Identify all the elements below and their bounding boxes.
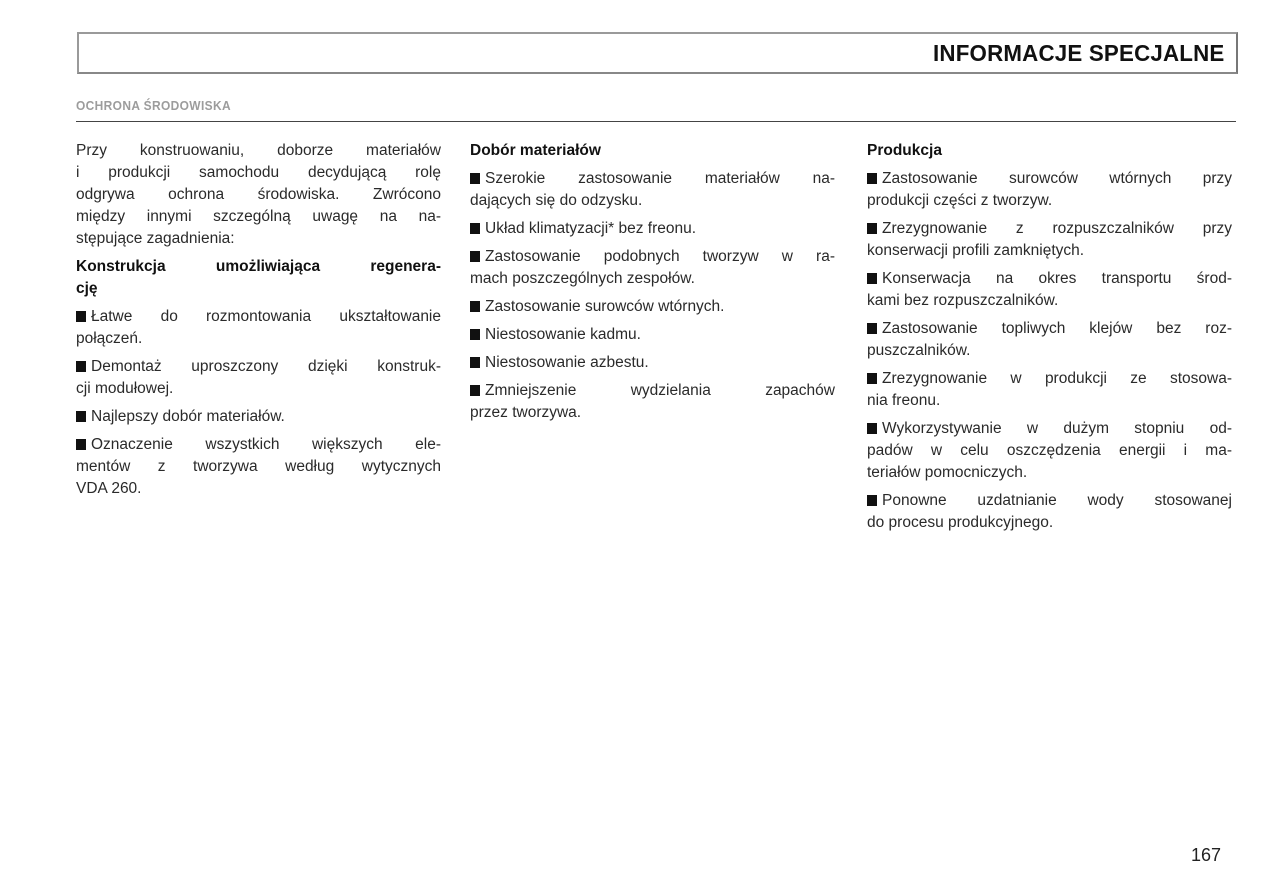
text-line [470, 168, 835, 190]
text-line [76, 256, 441, 278]
text-line [470, 140, 835, 162]
text-line [470, 380, 835, 402]
bullet-item [867, 218, 1232, 262]
square-bullet-icon [470, 385, 480, 396]
bullet-item [867, 368, 1232, 412]
line-text: Niestosowanie kadmu. [485, 326, 641, 343]
text-line [76, 206, 441, 228]
subheading [470, 140, 835, 162]
square-bullet-icon [76, 361, 86, 372]
text-line [76, 162, 441, 184]
line-text: Szerokie zastosowanie materiałów na- [485, 170, 835, 187]
text-line [76, 356, 441, 378]
text-line [470, 324, 835, 346]
text-line [76, 306, 441, 328]
line-text: przez tworzywa. [470, 404, 582, 421]
bullet-item [76, 306, 441, 350]
square-bullet-icon [867, 323, 877, 334]
text-line [470, 352, 835, 374]
line-text: Układ klimatyzacji* bez freonu. [485, 220, 697, 237]
line-text: Przy konstruowaniu, doborze materiałów [76, 142, 441, 159]
line-text: Zastosowanie surowców wtórnych przy [882, 170, 1232, 187]
line-text: produkcji części z tworzyw. [867, 192, 1053, 209]
line-text: cji modułowej. [76, 380, 174, 397]
section-divider [76, 121, 1236, 122]
line-text: Najlepszy dobór materiałów. [91, 408, 285, 425]
column-1 [76, 140, 441, 506]
bullet-item [470, 324, 835, 346]
text-line [867, 418, 1232, 440]
square-bullet-icon [867, 495, 877, 506]
line-text: Demontaż uproszczony dzięki konstruk- [91, 358, 441, 375]
text-line [76, 378, 441, 400]
line-text: Zastosowanie surowców wtórnych. [485, 298, 725, 315]
line-text: padów w celu oszczędzenia energii i ma- [867, 442, 1232, 459]
line-text: Ponowne uzdatnianie wody stosowanej [882, 492, 1232, 509]
text-line [470, 190, 835, 212]
text-line [867, 168, 1232, 190]
text-line [867, 340, 1232, 362]
bullet-item [76, 434, 441, 500]
line-text: Zastosowanie topliwych klejów bez roz- [882, 320, 1232, 337]
line-text: Zmniejszenie wydzielania zapachów [485, 382, 835, 399]
text-line [867, 140, 1232, 162]
text-line [76, 228, 441, 250]
square-bullet-icon [470, 251, 480, 262]
line-text: teriałów pomocniczych. [867, 464, 1028, 481]
text-line [470, 246, 835, 268]
text-line [867, 462, 1232, 484]
line-text: odgrywa ochrona środowiska. Zwrócono [76, 186, 441, 203]
text-line [470, 402, 835, 424]
square-bullet-icon [470, 173, 480, 184]
square-bullet-icon [470, 357, 480, 368]
text-line [867, 512, 1232, 534]
text-line [867, 240, 1232, 262]
bullet-item [867, 490, 1232, 534]
line-text: cję [76, 280, 98, 297]
bullet-item [867, 268, 1232, 312]
header-box [77, 32, 1238, 74]
line-text: połączeń. [76, 330, 143, 347]
text-line [76, 456, 441, 478]
square-bullet-icon [867, 373, 877, 384]
text-line [867, 390, 1232, 412]
text-line [76, 406, 441, 428]
text-line [867, 440, 1232, 462]
text-line [867, 368, 1232, 390]
line-text: VDA 260. [76, 480, 142, 497]
square-bullet-icon [470, 329, 480, 340]
bullet-item [470, 218, 835, 240]
column-3 [867, 140, 1232, 540]
text-line [867, 318, 1232, 340]
text-line [76, 328, 441, 350]
text-line [470, 268, 835, 290]
text-line [867, 218, 1232, 240]
paragraph [76, 140, 441, 250]
line-text: i produkcji samochodu decydującą rolę [76, 164, 441, 181]
square-bullet-icon [76, 439, 86, 450]
line-text: Dobór materiałów [470, 142, 601, 159]
text-line [867, 290, 1232, 312]
column-2 [470, 140, 835, 430]
section-title: OCHRONA ŚRODOWISKA [76, 98, 232, 113]
square-bullet-icon [76, 411, 86, 422]
line-text: Zrezygnowanie w produkcji ze stosowa- [882, 370, 1232, 387]
bullet-item [867, 418, 1232, 484]
square-bullet-icon [867, 223, 877, 234]
line-text: między innymi szczególną uwagę na na- [76, 208, 441, 225]
line-text: konserwacji profili zamkniętych. [867, 242, 1085, 259]
bullet-item [867, 318, 1232, 362]
bullet-item [470, 352, 835, 374]
line-text: stępujące zagadnienia: [76, 230, 235, 247]
line-text: kami bez rozpuszczalników. [867, 292, 1059, 309]
line-text: Oznaczenie wszystkich większych ele- [91, 436, 441, 453]
line-text: puszczalników. [867, 342, 971, 359]
bullet-item [867, 168, 1232, 212]
line-text: Zrezygnowanie z rozpuszczalników przy [882, 220, 1232, 237]
text-line [76, 278, 441, 300]
text-line [76, 478, 441, 500]
text-line [470, 218, 835, 240]
subheading [867, 140, 1232, 162]
line-text: Wykorzystywanie w dużym stopniu od- [882, 420, 1232, 437]
line-text: Konserwacja na okres transportu środ- [882, 270, 1232, 287]
text-line [867, 268, 1232, 290]
square-bullet-icon [76, 311, 86, 322]
line-text: Łatwe do rozmontowania ukształtowanie [91, 308, 441, 325]
bullet-item [76, 356, 441, 400]
text-line [76, 184, 441, 206]
square-bullet-icon [867, 423, 877, 434]
text-line [76, 140, 441, 162]
line-text: mentów z tworzywa według wytycznych [76, 458, 441, 475]
text-line [867, 190, 1232, 212]
square-bullet-icon [470, 301, 480, 312]
bullet-item [470, 296, 835, 318]
line-text: do procesu produkcyjnego. [867, 514, 1054, 531]
page-number: 167 [1191, 845, 1222, 865]
bullet-item [470, 380, 835, 424]
line-text: dających się do odzysku. [470, 192, 643, 209]
page-title: INFORMACJE SPECJALNE [932, 40, 1224, 66]
line-text: mach poszczególnych zespołów. [470, 270, 695, 287]
bullet-item [76, 406, 441, 428]
subheading [76, 256, 441, 300]
square-bullet-icon [470, 223, 480, 234]
square-bullet-icon [867, 173, 877, 184]
line-text: Niestosowanie azbestu. [485, 354, 649, 371]
text-line [867, 490, 1232, 512]
line-text: Konstrukcja umożliwiająca regenera- [76, 258, 441, 275]
bullet-item [470, 168, 835, 212]
square-bullet-icon [867, 273, 877, 284]
text-line [76, 434, 441, 456]
line-text: nia freonu. [867, 392, 941, 409]
bullet-item [470, 246, 835, 290]
text-line [470, 296, 835, 318]
line-text: Zastosowanie podobnych tworzyw w ra- [485, 248, 835, 265]
line-text: Produkcja [867, 142, 942, 159]
